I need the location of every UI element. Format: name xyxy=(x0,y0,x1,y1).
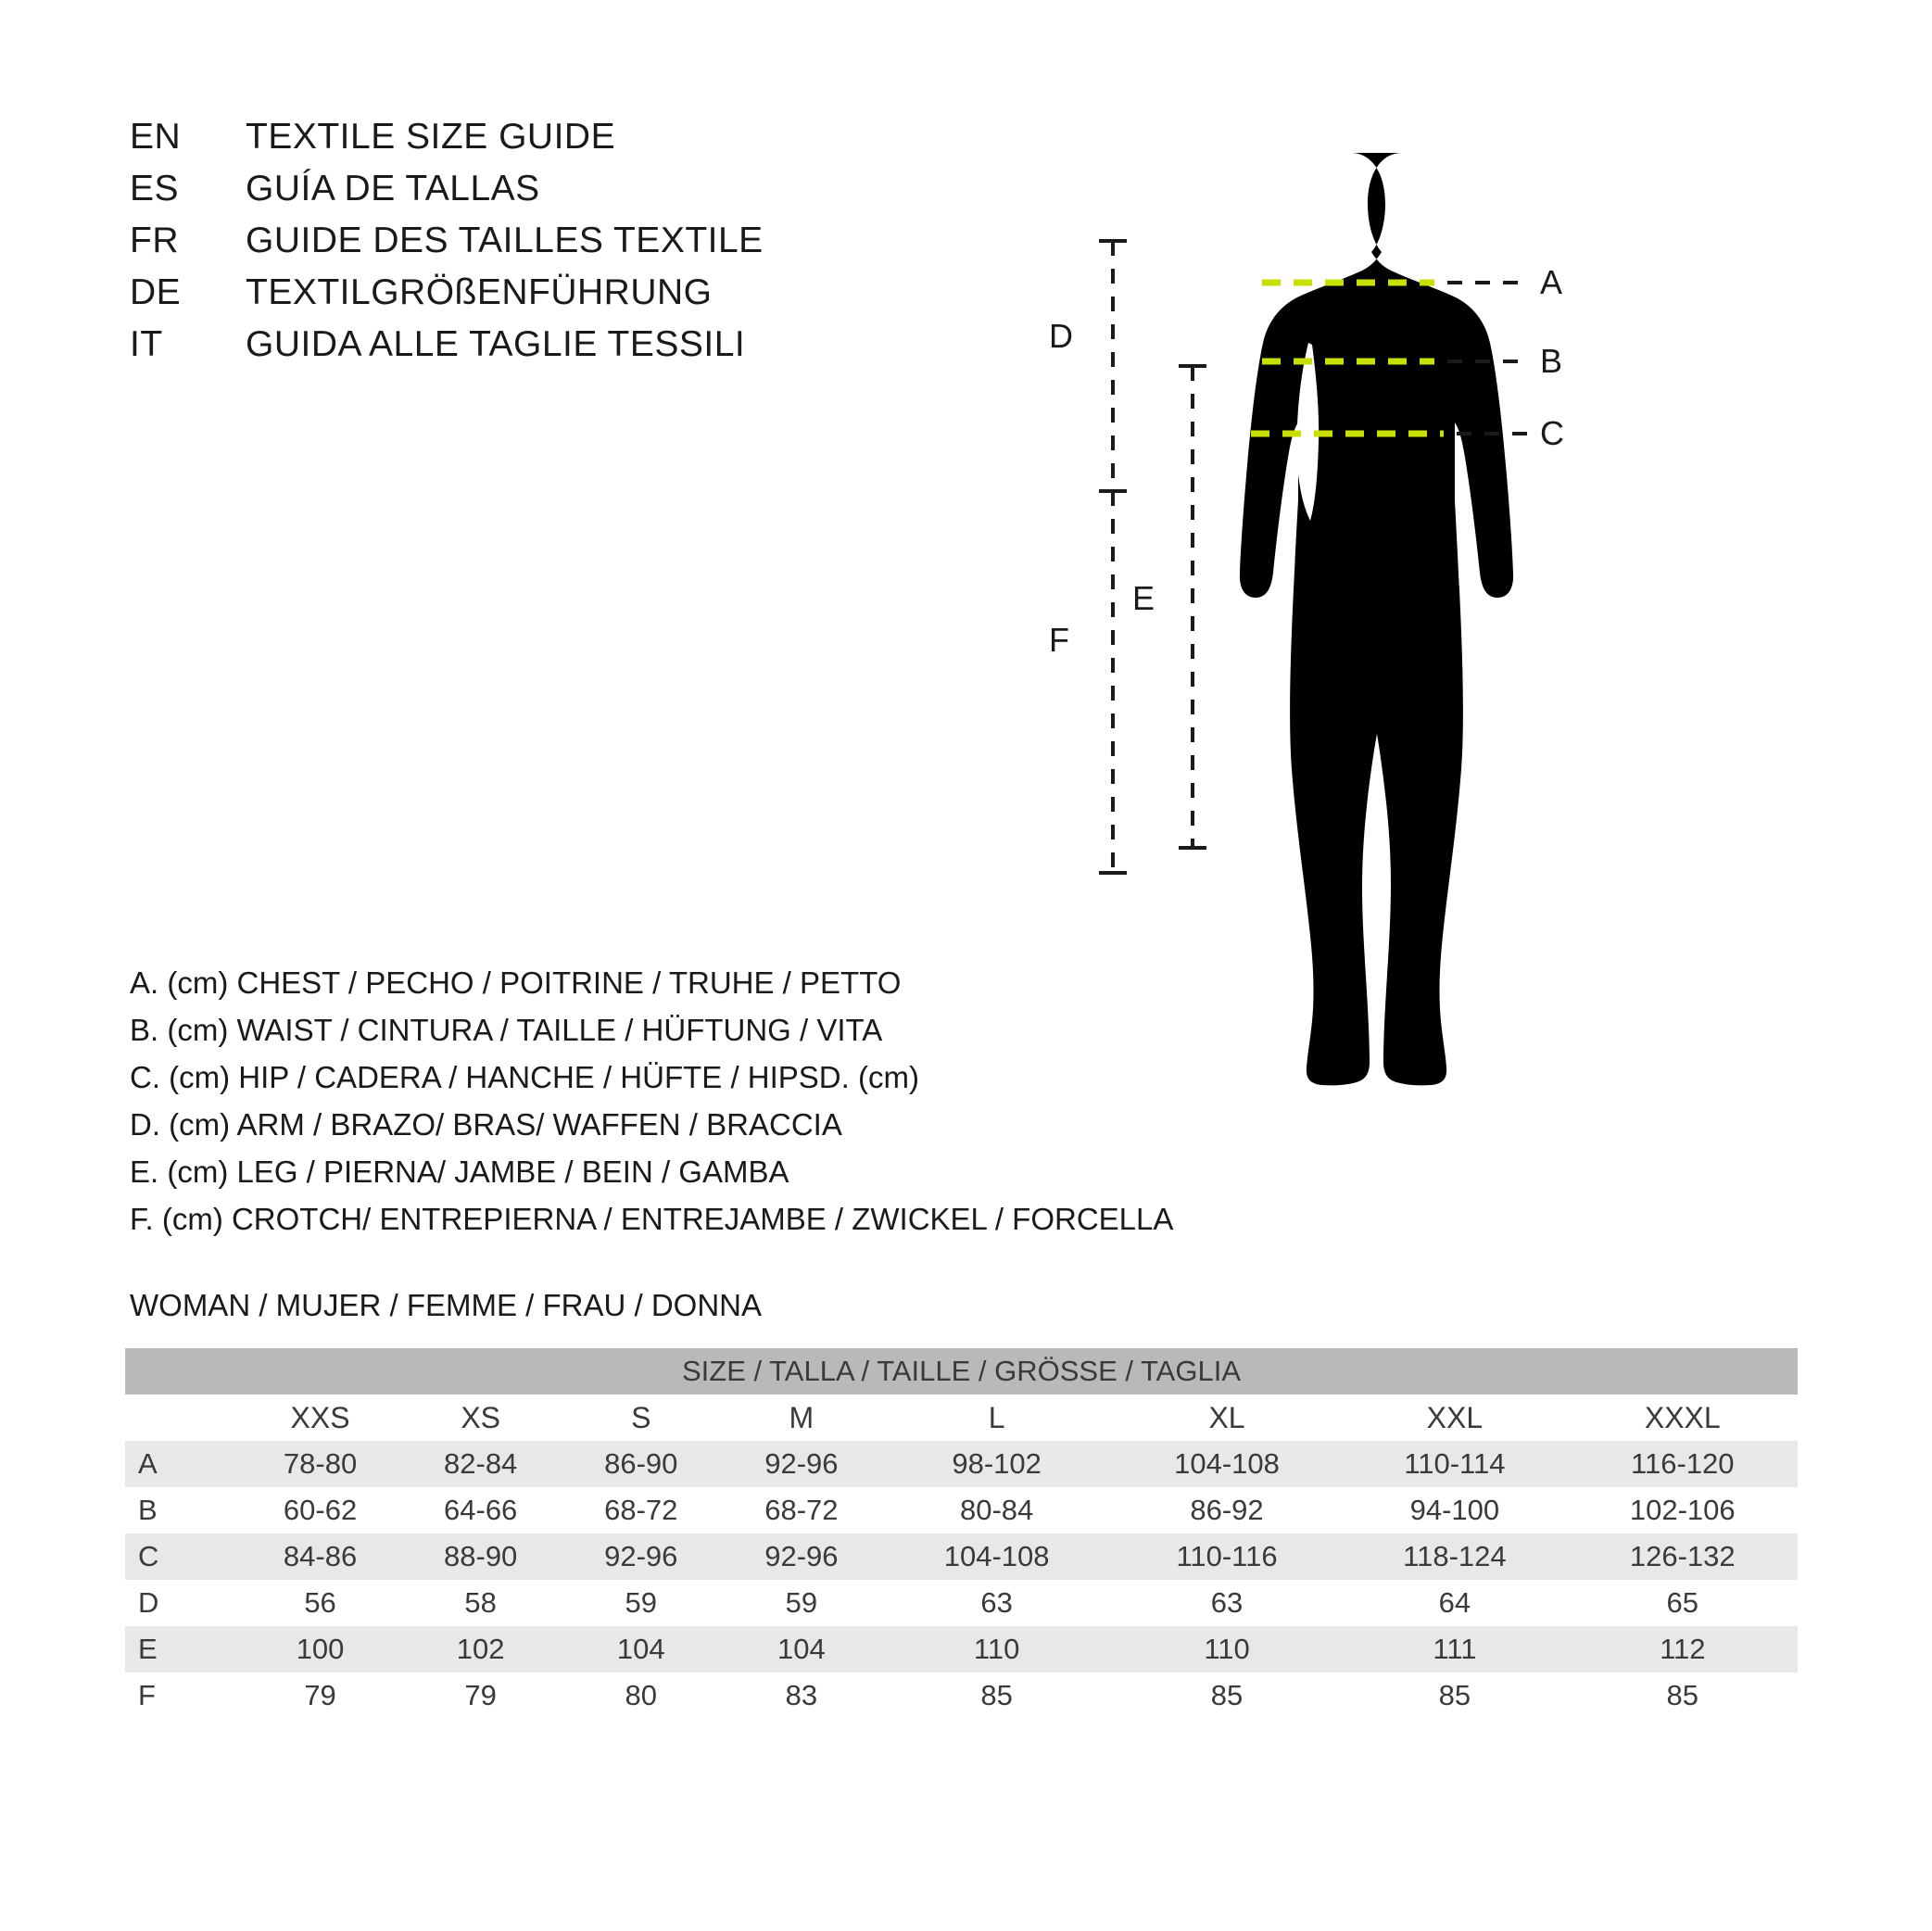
cell-c-xl: 110-116 xyxy=(1112,1533,1342,1580)
cell-d-xs: 58 xyxy=(400,1580,561,1626)
cell-b-xl: 86-92 xyxy=(1112,1487,1342,1533)
title-text-it: GUIDA ALLE TAGLIE TESSILI xyxy=(246,324,746,364)
cell-c-l: 104-108 xyxy=(881,1533,1111,1580)
table-band-header xyxy=(125,1348,1798,1395)
table-row-sizes xyxy=(125,1395,1798,1441)
title-row xyxy=(130,117,890,169)
cell-e-xxxl: 112 xyxy=(1568,1626,1798,1672)
bracket-e-caps xyxy=(1179,366,1206,848)
dimension-label-e: E xyxy=(1132,579,1155,617)
table-row xyxy=(125,1487,1798,1533)
cell-d-xxxl: 65 xyxy=(1568,1580,1798,1626)
row-label-a: A xyxy=(125,1441,240,1487)
title-row xyxy=(130,324,890,376)
size-header-l: L xyxy=(881,1395,1111,1441)
cell-f-xl: 85 xyxy=(1112,1672,1342,1719)
cell-a-xxl: 110-114 xyxy=(1342,1441,1567,1487)
cell-c-m: 92-96 xyxy=(721,1533,881,1580)
title-lang-fr: FR xyxy=(130,221,179,260)
table-row xyxy=(125,1672,1798,1719)
female-silhouette xyxy=(1240,153,1513,1085)
gender-label: WOMAN / MUJER / FEMME / FRAU / DONNA xyxy=(130,1288,762,1322)
title-lang-en: EN xyxy=(130,117,182,157)
size-header-s: S xyxy=(561,1395,721,1441)
dimension-label-a: A xyxy=(1540,263,1563,301)
row-label-b: B xyxy=(125,1487,240,1533)
dimension-label-d: D xyxy=(1049,317,1073,355)
legend-item-b: B. (cm) WAIST / CINTURA / TAILLE / HÜFTUNG / VITA xyxy=(130,1013,883,1047)
cell-d-xxs: 56 xyxy=(240,1580,400,1626)
size-header-xxs: XXS xyxy=(240,1395,400,1441)
cell-e-m: 104 xyxy=(721,1626,881,1672)
cell-c-xxl: 118-124 xyxy=(1342,1533,1567,1580)
cell-f-xs: 79 xyxy=(400,1672,561,1719)
title-text-de: TEXTILGRÖßENFÜHRUNG xyxy=(246,272,713,312)
title-block xyxy=(130,117,890,376)
cell-c-xxs: 84-86 xyxy=(240,1533,400,1580)
table-row xyxy=(125,1580,1798,1626)
cell-d-l: 63 xyxy=(881,1580,1111,1626)
size-header-xxxl: XXXL xyxy=(1568,1395,1798,1441)
cell-b-xxs: 60-62 xyxy=(240,1487,400,1533)
size-header-xxl: XXL xyxy=(1342,1395,1567,1441)
title-row xyxy=(130,169,890,221)
cell-b-l: 80-84 xyxy=(881,1487,1111,1533)
table-corner-cell xyxy=(125,1395,240,1441)
legend-block xyxy=(130,959,1223,1243)
title-row xyxy=(130,272,890,324)
row-label-d: D xyxy=(125,1580,240,1626)
title-text-en: TEXTILE SIZE GUIDE xyxy=(246,117,616,157)
table-row xyxy=(125,1533,1798,1580)
cell-e-xl: 110 xyxy=(1112,1626,1342,1672)
cell-e-l: 110 xyxy=(881,1626,1111,1672)
cell-c-xxxl: 126-132 xyxy=(1568,1533,1798,1580)
cell-a-xs: 82-84 xyxy=(400,1441,561,1487)
title-row xyxy=(130,221,890,272)
cell-f-s: 80 xyxy=(561,1672,721,1719)
legend-item-f: F. (cm) CROTCH/ ENTREPIERNA / ENTREJAMBE / ZWICKEL / FORCELLA xyxy=(130,1202,1174,1236)
table-row xyxy=(125,1441,1798,1487)
title-text-es: GUÍA DE TALLAS xyxy=(246,169,540,208)
size-header-xl: XL xyxy=(1112,1395,1342,1441)
cell-f-xxs: 79 xyxy=(240,1672,400,1719)
legend-item-c: C. (cm) HIP / CADERA / HANCHE / HÜFTE / HIPSD. (cm) xyxy=(130,1060,919,1094)
cell-c-s: 92-96 xyxy=(561,1533,721,1580)
cell-a-xl: 104-108 xyxy=(1112,1441,1342,1487)
cell-b-s: 68-72 xyxy=(561,1487,721,1533)
dimension-label-c: C xyxy=(1540,414,1564,452)
table-row xyxy=(125,1626,1798,1672)
row-label-f: F xyxy=(125,1672,240,1719)
cell-e-s: 104 xyxy=(561,1626,721,1672)
dimension-label-b: B xyxy=(1540,342,1563,380)
cell-a-m: 92-96 xyxy=(721,1441,881,1487)
cell-a-s: 86-90 xyxy=(561,1441,721,1487)
title-lang-de: DE xyxy=(130,272,182,312)
cell-f-xxl: 85 xyxy=(1342,1672,1567,1719)
legend-item-d: D. (cm) ARM / BRAZO/ BRAS/ WAFFEN / BRACCIA xyxy=(130,1107,842,1142)
row-label-c: C xyxy=(125,1533,240,1580)
cell-f-l: 85 xyxy=(881,1672,1111,1719)
cell-c-xs: 88-90 xyxy=(400,1533,561,1580)
cell-f-m: 83 xyxy=(721,1672,881,1719)
cell-d-xxl: 64 xyxy=(1342,1580,1567,1626)
cell-d-xl: 63 xyxy=(1112,1580,1342,1626)
title-text-fr: GUIDE DES TAILLES TEXTILE xyxy=(246,221,764,260)
legend-item-e: E. (cm) LEG / PIERNA/ JAMBE / BEIN / GAMBA xyxy=(130,1155,789,1189)
cell-d-s: 59 xyxy=(561,1580,721,1626)
title-lang-it: IT xyxy=(130,324,163,364)
cell-a-xxxl: 116-120 xyxy=(1568,1441,1798,1487)
cell-b-xxl: 94-100 xyxy=(1342,1487,1567,1533)
cell-e-xs: 102 xyxy=(400,1626,561,1672)
legend-item-a: A. (cm) CHEST / PECHO / POITRINE / TRUHE / PETTO xyxy=(130,966,902,1000)
size-header-xs: XS xyxy=(400,1395,561,1441)
cell-b-xxxl: 102-106 xyxy=(1568,1487,1798,1533)
cell-e-xxs: 100 xyxy=(240,1626,400,1672)
cell-b-m: 68-72 xyxy=(721,1487,881,1533)
cell-d-m: 59 xyxy=(721,1580,881,1626)
size-header-m: M xyxy=(721,1395,881,1441)
dimension-brackets xyxy=(1099,241,1206,873)
size-table xyxy=(125,1348,1798,1719)
row-label-e: E xyxy=(125,1626,240,1672)
cell-e-xxl: 111 xyxy=(1342,1626,1567,1672)
cell-b-xs: 64-66 xyxy=(400,1487,561,1533)
cell-a-xxs: 78-80 xyxy=(240,1441,400,1487)
title-lang-es: ES xyxy=(130,169,180,208)
cell-f-xxxl: 85 xyxy=(1568,1672,1798,1719)
cell-a-l: 98-102 xyxy=(881,1441,1111,1487)
dimension-label-f: F xyxy=(1049,621,1069,659)
table-header-title: SIZE / TALLA / TAILLE / GRÖSSE / TAGLIA xyxy=(681,1355,1242,1387)
